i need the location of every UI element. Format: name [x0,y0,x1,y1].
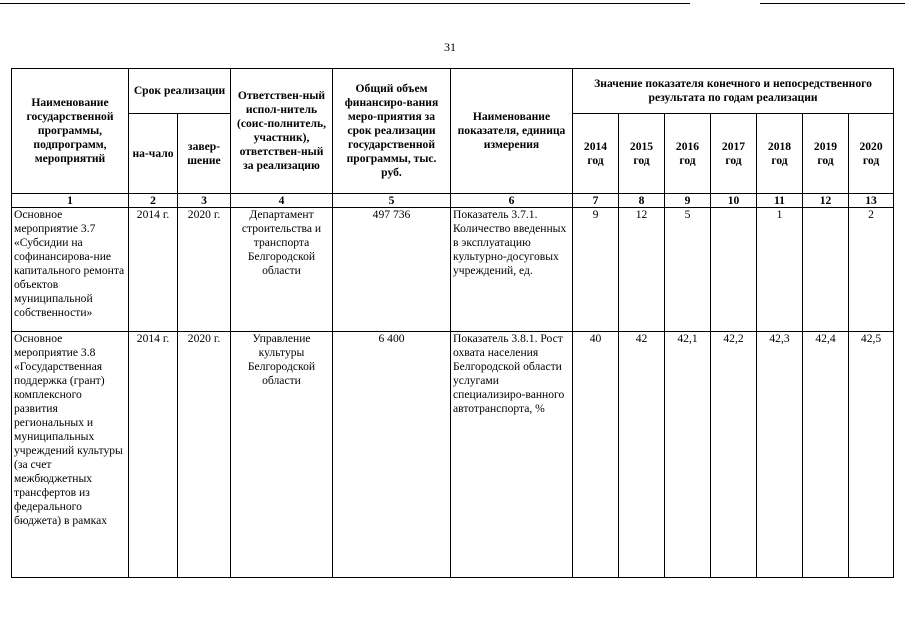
column-number: 6 [451,194,573,208]
header-values-group: Значение показателя конечного и непосредственного результата по годам реализации [573,69,894,114]
indicator-cell: Показатель 3.7.1. Количество введенных в эксплуатацию культурно-досуговых учреждений, ед. [451,208,573,332]
responsible-cell: Управление культуры Белгородской области [231,332,333,578]
header-start: на-чало [129,114,178,194]
header-year: 2016 год [665,114,711,194]
end-year-cell: 2020 г. [178,208,231,332]
column-number: 13 [849,194,894,208]
financing-cell: 6 400 [333,332,451,578]
column-number: 10 [711,194,757,208]
program-name-cell: Основное мероприятие 3.7 «Субсидии на софинансирова-ние капитального ремонта объектов муниципальной собственности» [12,208,129,332]
column-number: 8 [619,194,665,208]
value-cell: 2 [849,208,894,332]
column-number-row [12,194,894,208]
header-year: 2020 год [849,114,894,194]
program-table [11,68,894,578]
value-cell [711,208,757,332]
column-number: 5 [333,194,451,208]
column-number: 4 [231,194,333,208]
start-year-cell: 2014 г. [129,332,178,578]
column-number: 2 [129,194,178,208]
header-year: 2014 год [573,114,619,194]
header-year: 2019 год [803,114,849,194]
indicator-cell: Показатель 3.8.1. Рост охвата населения Белгородской области услугами специализиро-ванного автотранспорта, % [451,332,573,578]
value-cell: 5 [665,208,711,332]
header-program-name: Наименование государственной программы, подпрограмм, мероприятий [12,69,129,194]
top-border-line [0,3,690,4]
column-number: 11 [757,194,803,208]
end-year-cell: 2020 г. [178,332,231,578]
financing-cell: 497 736 [333,208,451,332]
value-cell: 1 [757,208,803,332]
value-cell: 42,3 [757,332,803,578]
page-number: 31 [444,40,456,54]
column-number: 12 [803,194,849,208]
value-cell [803,208,849,332]
program-name-cell: Основное мероприятие 3.8 «Государственная поддержка (грант) комплексного развития региональных и муниципальных учреждений культуры (за счет межбюджетных трансфертов из федерального бюджета) в рамках [12,332,129,578]
value-cell: 42,4 [803,332,849,578]
value-cell: 9 [573,208,619,332]
column-number: 7 [573,194,619,208]
table-row [12,332,894,578]
header-period: Срок реализации [129,69,231,114]
header-year: 2018 год [757,114,803,194]
value-cell: 42,1 [665,332,711,578]
value-cell: 42,5 [849,332,894,578]
top-border-line [760,3,905,4]
header-indicator: Наименование показателя, единица измерения [451,69,573,194]
column-number: 9 [665,194,711,208]
value-cell: 42 [619,332,665,578]
header-year: 2015 год [619,114,665,194]
value-cell: 40 [573,332,619,578]
header-end: завер-шение [178,114,231,194]
column-number: 3 [178,194,231,208]
column-number: 1 [12,194,129,208]
start-year-cell: 2014 г. [129,208,178,332]
responsible-cell: Департамент строительства и транспорта Белгородской области [231,208,333,332]
header-financing: Общий объем финансиро-вания меро-приятия за срок реализации государственной программы, тыс. руб. [333,69,451,194]
header-year: 2017 год [711,114,757,194]
table-row [12,208,894,332]
value-cell: 42,2 [711,332,757,578]
header-responsible: Ответствен-ный испол-нитель (соис-полнитель, участник), ответствен-ный за реализацию [231,69,333,194]
value-cell: 12 [619,208,665,332]
